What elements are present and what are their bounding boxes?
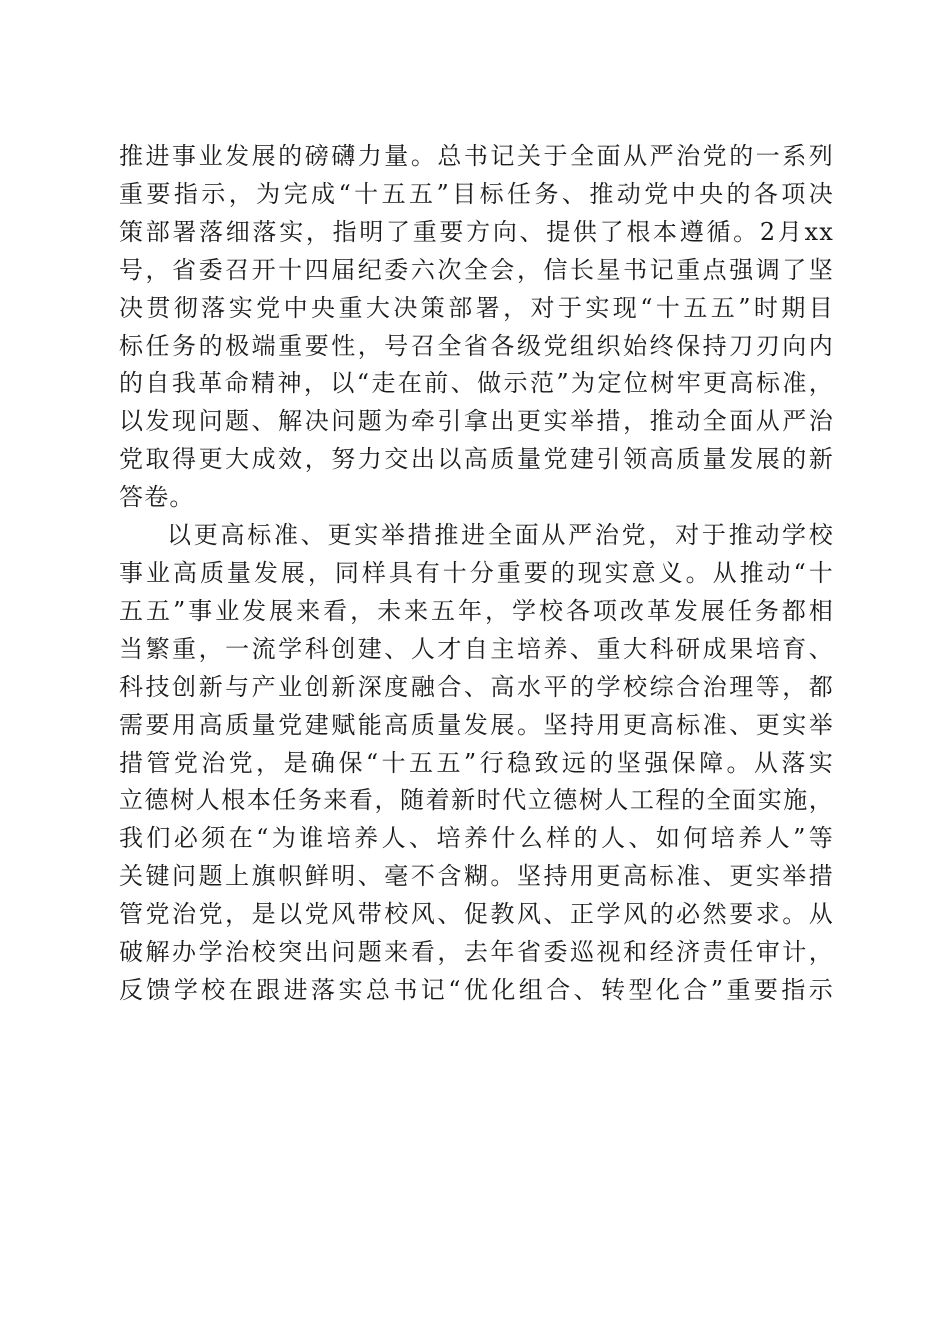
text-line: 推进事业发展的磅礴力量。总书记关于全面从严治党的一系列 [119, 142, 834, 170]
text-line: 措管党治党，是确保“十五五”行稳致远的坚强保障。从落实 [119, 748, 834, 777]
text-line: 破解办学治校突出问题来看，去年省委巡视和经济责任审计， [119, 938, 834, 967]
text-line: 的自我革命精神，以“走在前、做示范”为定位树牢更高标准， [119, 369, 834, 398]
text-line: 立德树人根本任务来看，随着新时代立德树人工程的全面实施， [119, 786, 834, 815]
text-line: 需要用高质量党建赋能高质量发展。坚持用更高标准、更实举 [119, 710, 834, 739]
text-line: 我们必须在“为谁培养人、培养什么样的人、如何培养人”等 [119, 824, 834, 853]
paragraph-1 [119, 138, 834, 517]
text-line: 科技创新与产业创新深度融合、高水平的学校综合治理等，都 [119, 672, 834, 701]
text-line: 号，省委召开十四届纪委六次全会，信长星书记重点强调了坚 [119, 255, 834, 284]
paragraph-2 [119, 517, 834, 1010]
text-line: 关键问题上旗帜鲜明、毫不含糊。坚持用更高标准、更实举措 [119, 862, 834, 891]
text-line: 党取得更大成效，努力交出以高质量党建引领高质量发展的新 [119, 445, 834, 474]
text-line: 重要指示，为完成“十五五”目标任务、推动党中央的各项决 [119, 179, 834, 208]
text-line: 标任务的极端重要性，号召全省各级党组织始终保持刀刃向内 [119, 331, 834, 360]
text-line: 五五”事业发展来看，未来五年，学校各项改革发展任务都相 [119, 596, 834, 625]
text-line: 策部署落细落实，指明了重要方向、提供了根本遵循。2月xx [119, 217, 834, 246]
text-line: 当繁重，一流学科创建、人才自主培养、重大科研成果培育、 [119, 634, 834, 663]
text-line: 事业高质量发展，同样具有十分重要的现实意义。从推动“十 [119, 558, 834, 587]
text-line: 以更高标准、更实举措推进全面从严治党，对于推动学校 [167, 521, 834, 550]
text-line: 以发现问题、解决问题为牵引拿出更实举措，推动全面从严治 [119, 407, 834, 436]
text-line: 管党治党，是以党风带校风、促教风、正学风的必然要求。从 [119, 900, 834, 929]
text-line: 反馈学校在跟进落实总书记“优化组合、转型化合”重要指示 [119, 975, 834, 1004]
text-line: 答卷。 [119, 483, 195, 512]
text-line: 决贯彻落实党中央重大决策部署，对于实现“十五五”时期目 [119, 293, 834, 322]
document-body [119, 138, 834, 1010]
